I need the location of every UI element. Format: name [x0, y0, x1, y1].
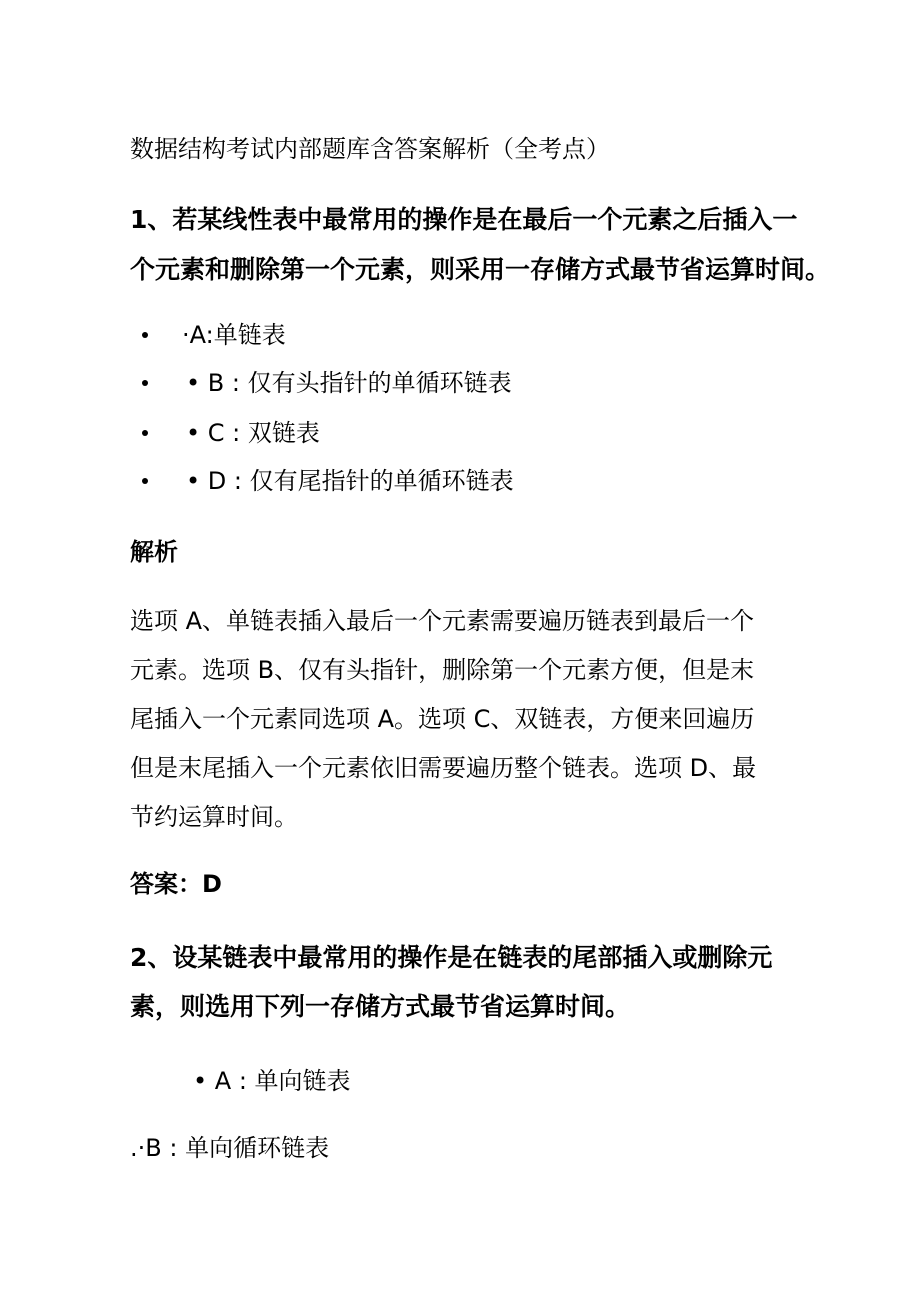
- list-bullet-icon: [142, 478, 148, 484]
- question-2-stem-line-1: 2、设某链表中最常用的操作是在链表的尾部插入或删除元: [130, 943, 773, 972]
- analysis-heading: 解析: [130, 538, 178, 566]
- question-1-option-c: • C : 双链表: [186, 419, 320, 447]
- list-bullet-icon: [142, 430, 148, 436]
- question-1-option-d: • D : 仅有尾指针的单循环链表: [186, 467, 514, 495]
- analysis-line: 但是末尾插入一个元素依旧需要遍历整个链表。选项 D、最: [130, 754, 757, 782]
- question-2-stem-line-2: 素，则选用下列一存储方式最节省运算时间。: [130, 992, 631, 1021]
- analysis-line: 元素。选项 B、仅有头指针，删除第一个元素方便，但是末: [130, 656, 755, 684]
- analysis-line: 选项 A、单链表插入最后一个元素需要遍历链表到最后一个: [130, 607, 755, 635]
- question-1-option-a: ·A:单链表: [182, 321, 286, 349]
- list-bullet-icon: [142, 332, 148, 338]
- list-bullet-icon: [142, 380, 148, 386]
- analysis-line: 节约运算时间。: [130, 803, 298, 831]
- question-2-option-b: .·B : 单向循环链表: [130, 1134, 330, 1162]
- analysis-line: 尾插入一个元素同选项 A。选项 C、双链表，方便来回遍历: [130, 705, 755, 733]
- answer-label: 答案：D: [130, 870, 222, 898]
- question-1-option-b: • B : 仅有头指针的单循环链表: [186, 369, 512, 397]
- document-title: 数据结构考试内部题库含答案解析（全考点）: [130, 135, 610, 163]
- question-1-stem-line-2: 个元素和删除第一个元素，则采用一存储方式最节省运算时间。: [130, 255, 831, 284]
- question-2-option-a: • A : 单向链表: [193, 1067, 351, 1095]
- question-1-stem-line-1: 1、若某线性表中最常用的操作是在最后一个元素之后插入一: [130, 205, 798, 234]
